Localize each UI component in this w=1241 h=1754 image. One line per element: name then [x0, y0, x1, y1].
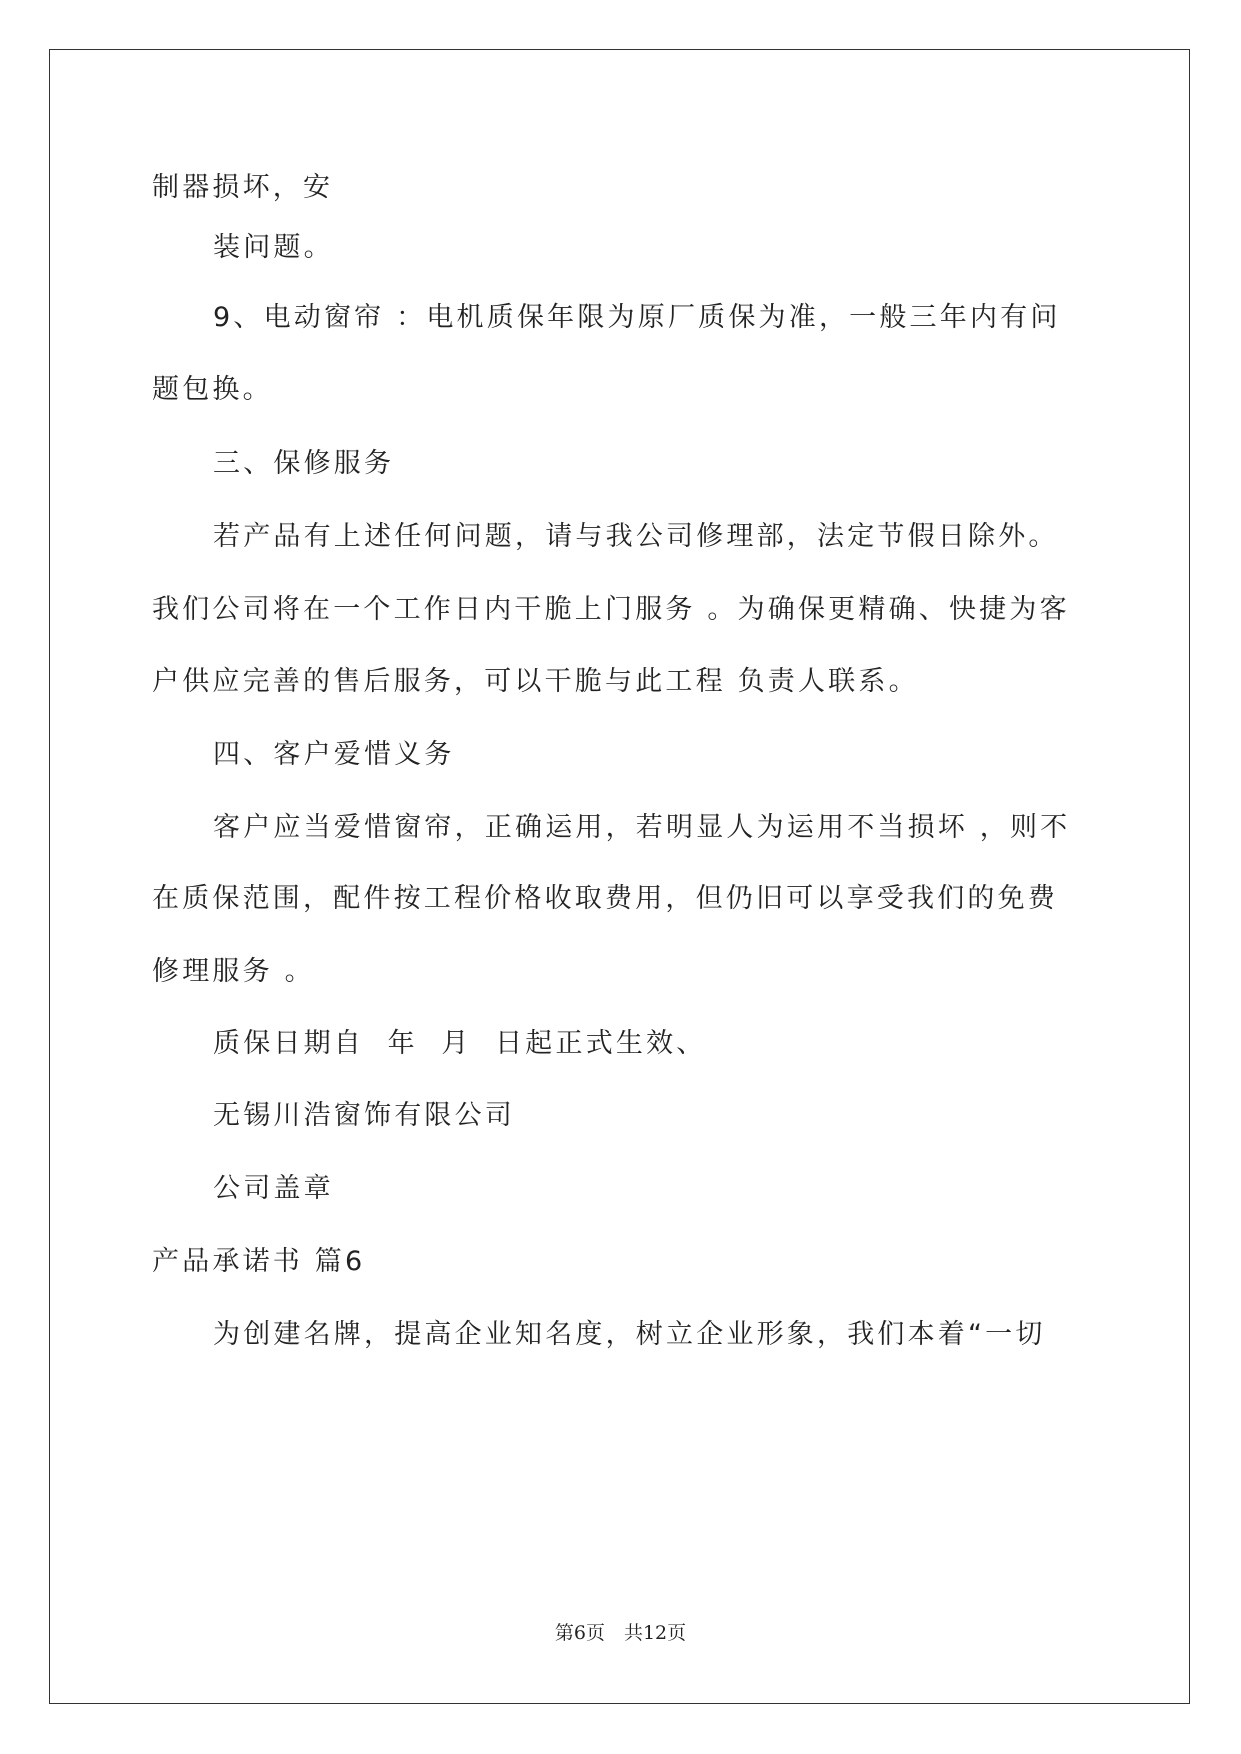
section-heading-warranty-service: 三、保修服务	[213, 448, 395, 479]
text-line-8: 户供应完善的售后服务，可以干脆与此工程 负责人联系。	[152, 666, 919, 697]
company-seal-label: 公司盖章	[213, 1173, 334, 1204]
text-line-12: 修理服务 。	[152, 956, 315, 987]
text-line-11: 在质保范围，配件按工程价格收取费用，但仍旧可以享受我们的免费	[152, 883, 1058, 914]
text-line-17: 为创建名牌，提高企业知名度，树立企业形象，我们本着“一切	[213, 1319, 1046, 1350]
section-heading-customer-duty: 四、客户爱惜义务	[213, 739, 455, 770]
page-number-footer: 第6页 共12页	[554, 1622, 687, 1644]
text-line-2: 装问题。	[213, 232, 334, 263]
text-line-1: 制器损坏，安	[152, 172, 334, 203]
text-line-6: 若产品有上述任何问题，请与我公司修理部，法定节假日除外。	[213, 521, 1059, 552]
text-line-7: 我们公司将在一个工作日内干脆上门服务 。为确保更精确、快捷为客	[152, 594, 1070, 625]
effective-date-line: 质保日期自 年 月 日起正式生效、	[213, 1028, 707, 1059]
page-border	[49, 49, 1190, 1704]
text-line-10: 客户应当爱惜窗帘，正确运用，若明显人为运用不当损坏 ，则不	[213, 812, 1071, 843]
text-line-3: 9、电动窗帘 ：电机质保年限为原厂质保为准，一般三年内有问	[213, 302, 1061, 333]
article-title: 产品承诺书 篇6	[152, 1246, 366, 1277]
company-name: 无锡川浩窗饰有限公司	[213, 1100, 515, 1131]
text-line-4: 题包换。	[152, 374, 273, 405]
